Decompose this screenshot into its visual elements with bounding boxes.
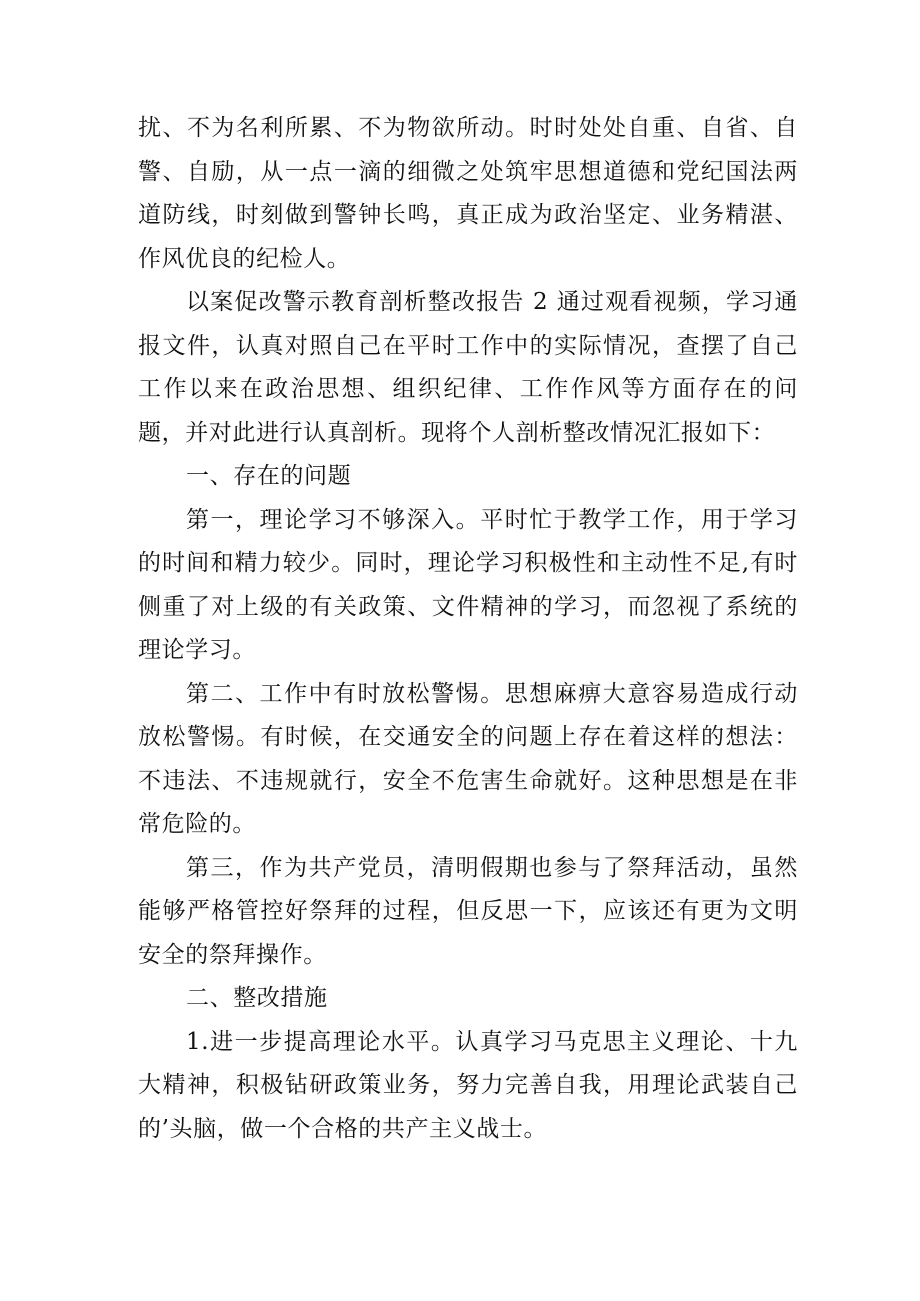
paragraph-problem-1: 第一，理论学习不够深入。平时忙于教学工作，用于学习的时间和精力较少。同时，理论学习积极性和主动性不足,有时侧重了对上级的有关政策、文件精神的学习，而忽视了系统的理论学习。: [138, 506, 798, 663]
section-heading-measures: 二、整改措施: [186, 985, 328, 1011]
paragraph-measure-1: 1.进一步提高理论水平。认真学习马克思主义理论、十九大精神，积极钻研政策业务，努力完善自我，用理论武装自己的’头脑，做一个合格的共产主义战士。: [138, 1028, 798, 1142]
document-body: [138, 107, 798, 1151]
paragraph-problem-2: 第二、工作中有时放松警惕。思想麻痹大意容易造成行动放松警惕。有时候，在交通安全的问题上存在着这样的想法：不违法、不违规就行，安全不危害生命就好。这种思想是在非常危险的。: [138, 680, 798, 837]
section-heading-problems: 一、存在的问题: [186, 463, 352, 489]
paragraph-problem-3: 第三，作为共产党员，清明假期也参与了祭拜活动，虽然能够严格管控好祭拜的过程，但反思一下，应该还有更为文明安全的祭拜操作。: [138, 854, 798, 968]
paragraph-report-intro: 以案促改警示教育剖析整改报告 2 通过观看视频，学习通报文件，认真对照自己在平时工作中的实际情况，查摆了自己工作以来在政治思想、组织纪律、工作作风等方面存在的问题，并对此进行认真剖析。现将个人剖析整改情况汇报如下：: [138, 289, 798, 446]
paragraph-continuation: 扰、不为名利所累、不为物欲所动。时时处处自重、自省、自警、自励，从一点一滴的细微之处筑牢思想道德和党纪国法两道防线，时刻做到警钟长鸣，真正成为政治坚定、业务精湛、作风优良的纪检人。: [138, 115, 798, 272]
